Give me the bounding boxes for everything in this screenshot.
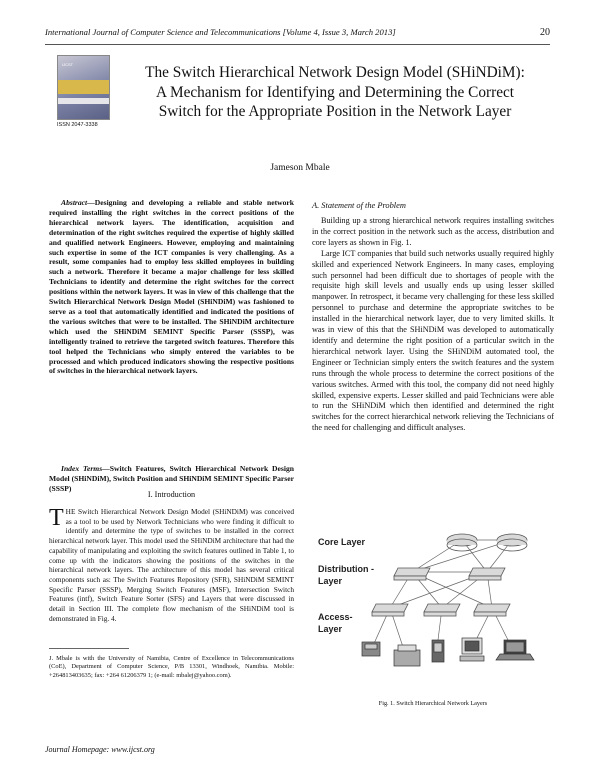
subsection-heading: A. Statement of the Problem bbox=[312, 201, 406, 210]
ip-phone-icon bbox=[362, 642, 380, 656]
footnote-rule bbox=[49, 648, 129, 649]
introduction-text bbox=[49, 507, 294, 623]
cover-label: IJCST bbox=[62, 62, 74, 67]
printer-icon bbox=[394, 645, 420, 666]
journal-name: International Journal of Computer Science and Telecommunications [Volume 4, Issue 3, March 2013] bbox=[45, 27, 396, 37]
author-footnote: J. Mbale is with the University of Namibia, Centre of Excellence in Telecommunications (CoE), Department of Computer Science, P/B 13301, Windhoek, Namibia. Mobile: +264813403635; fax: +264 61206379 1; (e-mail: mbalej@yahoo.com). bbox=[49, 655, 294, 679]
page-number: 20 bbox=[540, 27, 550, 38]
journal-homepage: Journal Homepage: www.ijcst.org bbox=[45, 745, 155, 754]
access-switch-icon bbox=[474, 604, 510, 616]
abstract bbox=[49, 198, 294, 376]
abstract-label: Abstract bbox=[61, 198, 88, 207]
distribution-switch-icon bbox=[394, 568, 430, 580]
paper-title: The Switch Hierarchical Network Design Model (SHiNDiM): A Mechanism for Identifying and Determining the Correct Switch for the Appropriate Position in the Network Layer bbox=[145, 64, 525, 120]
paragraph: Large ICT companies that build such networks usually required highly skilled and experienced Network Engineers. In many cases, employing such personnel had been difficult due to shortages of people with the requisite high skill levels and usually ends up using lesser skilled manpower. In retrospect, it became very challenging for these less skilled personnel to purchase and determine the appropriate switches to be installed in the hierarchical network layer, due to very limited skills. It was in view of this that the SHiNDiM was developed to automatically identify and determine the right position of a particular switch in the hierarchical network layer. Using the SHiNDiM automated tool, the Engineer or Technician simply enters the switch features and the system runs through the whole process to determine the correct positions of the various switches. Armed with this tool, the company did not need highly skilled, expensive experts. Lesser skilled and paid Technicians were able to run the SHiNDiM which then identified and determined the right switches for the correct hierarchical network relieving the Technicians of the need for challenging and difficult analyses. bbox=[312, 248, 554, 433]
intro-body: HE Switch Hierarchical Network Design Model (SHiNDiM) was conceived as a tool to be used by Network Technicians who were finding it difficult to identify and determine the type of switches to be installed in the correct hierarchical network layer. This model used the SHiNDiM architecture that had the capability of manipulating and exploiting the switch features outlined in Table 1, to come up with the indicators showing the positions of the switches in the hierarchical network layers. The architecture of this model has several critical components such as: The Switch Features Repository (SFR), SHiNDiM SEMINT Specific Parser (SSSP), Merging Switch Features (MSF), Intersection Switch Features (intf), Switch Feature Sorter (SFS) and Layers that were discussed in detail in Section III. The complete flow mechanism of the SHiNDiM tool is demonstrated in Fig. 4. bbox=[49, 507, 294, 623]
issn: ISSN 2047-3338 bbox=[57, 122, 98, 128]
problem-statement bbox=[312, 216, 554, 434]
index-terms-label: Index Terms bbox=[61, 464, 103, 473]
distribution-layer-label: Distribution - bbox=[318, 564, 374, 574]
access-layer-label: Layer bbox=[318, 624, 343, 634]
laptop-icon bbox=[496, 640, 534, 660]
paragraph: Building up a strong hierarchical network requires installing switches in the correct position in the network such as the access, distribution and core layers as shown in Fig. 1. bbox=[312, 216, 554, 247]
access-layer-label: Access- bbox=[318, 612, 353, 622]
access-switch-icon bbox=[372, 604, 408, 616]
index-terms-text: —Switch Features, Switch Hierarchical Network Design Model (SHiNDiM), Switch Position and SHiNDiM SEMINT Specific Parser (SSSP) bbox=[49, 464, 294, 493]
core-switch-icon bbox=[497, 534, 527, 551]
pda-icon bbox=[432, 640, 444, 662]
figure-caption: Fig. 1. Switch Hierarchical Network Layers bbox=[378, 700, 488, 707]
author: Jameson Mbale bbox=[270, 163, 330, 173]
header-rule bbox=[45, 44, 550, 45]
distribution-layer-label: Layer bbox=[318, 576, 343, 586]
journal-cover-thumbnail bbox=[57, 55, 110, 120]
core-layer-label: Core Layer bbox=[318, 537, 366, 547]
access-switch-icon bbox=[424, 604, 460, 616]
workstation-icon bbox=[460, 638, 484, 661]
distribution-switch-icon bbox=[469, 568, 505, 580]
drop-cap: T bbox=[49, 505, 64, 531]
running-header bbox=[45, 27, 550, 37]
section-heading-introduction: I. Introduction bbox=[147, 490, 196, 499]
network-layers-figure bbox=[312, 510, 554, 695]
abstract-text: —Designing and developing a reliable and stable network required installing the right switches in the correct positions of the hierarchical network layers. The identification, acquisition and determination of the right switches required the expertise of highly skilled and qualified network Engineers. However, employing and maintaining such expertise in some of the ICT companies is very challenging. As a result, some companies had to employ less skilled employees in building such a network. Therefore it became a major challenge for less skilled Technicians to identify and determine the right switches for the correct positions within the network layers. It was in view of this challenge that the Switch Hierarchical Network Design Model (SHiNDiM) was fashioned to serve as a tool that automatically identified and indicated the positions of the various switches that were to be installed. The SHiNDiM architecture which used the SHiNDiM SEMINT Specific Parser (SSSP), was intelligently trained to retrieve the targeted switch features. Therefore this tool helped the Technicians who simply entered the variables to be processed and which produced indicators showing the respective positions of switches in the hierarchical network layers. bbox=[49, 198, 294, 376]
core-switch-icon bbox=[447, 534, 477, 551]
